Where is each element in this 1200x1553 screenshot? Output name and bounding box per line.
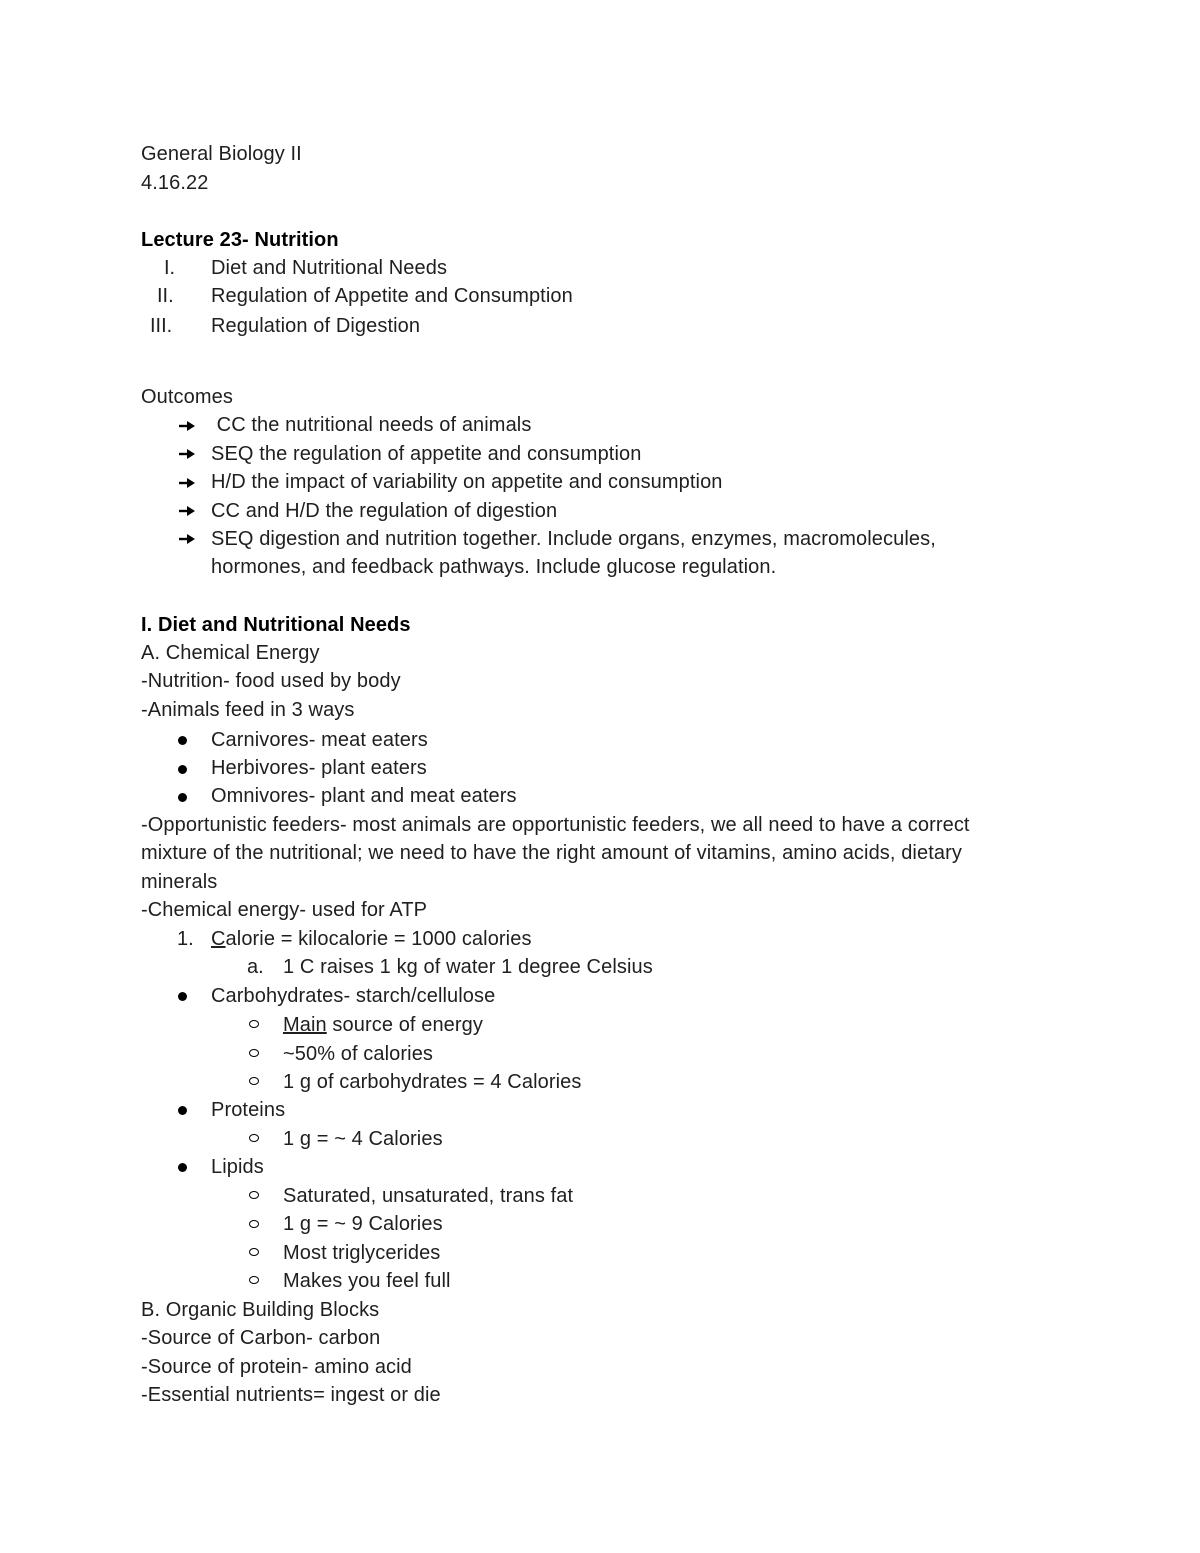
arrow-icon — [178, 533, 196, 545]
bullet-item: Proteins — [211, 1099, 286, 1121]
outcome-item: CC and H/D the regulation of digestion — [211, 500, 558, 522]
sub-item: Makes you feel full — [283, 1270, 451, 1292]
calorie-definition — [211, 925, 532, 953]
subsection-b-heading: B. Organic Building Blocks — [141, 1299, 380, 1321]
note-line: -Animals feed in 3 ways — [141, 699, 355, 721]
sub-item: 1 C raises 1 kg of water 1 degree Celsius — [283, 956, 653, 978]
note-line: minerals — [141, 871, 218, 893]
section-heading: I. Diet and Nutritional Needs — [141, 614, 411, 636]
outline-item: Diet and Nutritional Needs — [211, 257, 448, 279]
calorie-underlined-letter: C — [211, 928, 226, 950]
bullet-icon — [178, 1106, 187, 1115]
hollow-bullet-icon — [249, 1220, 259, 1228]
list-letter: a. — [247, 956, 264, 978]
note-line: -Source of Carbon- carbon — [141, 1327, 381, 1349]
sub-item: Saturated, unsaturated, trans fat — [283, 1185, 574, 1207]
note-line: mixture of the nutritional; we need to have the right amount of vitamins, amino acids, dietary — [141, 842, 962, 864]
outline-number: II. — [157, 285, 174, 307]
note-line: -Nutrition- food used by body — [141, 670, 401, 692]
course-title: General Biology II — [141, 143, 302, 165]
bullet-icon — [178, 765, 187, 774]
hollow-bullet-icon — [249, 1020, 259, 1028]
note-line: -Chemical energy- used for ATP — [141, 899, 428, 921]
bullet-item: Carnivores- meat eaters — [211, 729, 428, 751]
outcome-item-continued: hormones, and feedback pathways. Include glucose regulation. — [211, 556, 777, 578]
bullet-icon — [178, 793, 187, 802]
list-number: 1. — [177, 928, 194, 950]
sub-item — [283, 1011, 483, 1039]
bullet-item: Omnivores- plant and meat eaters — [211, 785, 517, 807]
arrow-icon — [178, 505, 196, 517]
calorie-text: alorie = kilocalorie = 1000 calories — [225, 928, 532, 950]
sub-item: 1 g = ~ 9 Calories — [283, 1213, 443, 1235]
outline-item: Regulation of Digestion — [211, 315, 421, 337]
note-line: -Essential nutrients= ingest or die — [141, 1384, 441, 1406]
subsection-a-heading: A. Chemical Energy — [141, 642, 320, 664]
main-rest: source of energy — [326, 1014, 483, 1036]
note-line: -Source of protein- amino acid — [141, 1356, 412, 1378]
hollow-bullet-icon — [249, 1134, 259, 1142]
arrow-icon — [178, 477, 196, 489]
sub-item: Most triglycerides — [283, 1242, 441, 1264]
outcome-item: SEQ the regulation of appetite and consumption — [211, 443, 642, 465]
outline-number: I. — [164, 257, 176, 279]
hollow-bullet-icon — [249, 1049, 259, 1057]
outline-number: III. — [150, 315, 173, 337]
hollow-bullet-icon — [249, 1248, 259, 1256]
bullet-item: Lipids — [211, 1156, 264, 1178]
sub-item: ~50% of calories — [283, 1043, 434, 1065]
hollow-bullet-icon — [249, 1276, 259, 1284]
lecture-title: Lecture 23- Nutrition — [141, 229, 339, 251]
hollow-bullet-icon — [249, 1077, 259, 1085]
arrow-icon — [178, 420, 196, 432]
bullet-icon — [178, 1163, 187, 1172]
sub-item: 1 g of carbohydrates = 4 Calories — [283, 1071, 582, 1093]
hollow-bullet-icon — [249, 1191, 259, 1199]
note-line: -Opportunistic feeders- most animals are opportunistic feeders, we all need to have a correct — [141, 814, 970, 836]
sub-item: 1 g = ~ 4 Calories — [283, 1128, 443, 1150]
date: 4.16.22 — [141, 172, 209, 194]
bullet-icon — [178, 736, 187, 745]
arrow-icon — [178, 448, 196, 460]
outcome-item: SEQ digestion and nutrition together. Include organs, enzymes, macromolecules, — [211, 528, 936, 550]
bullet-item: Carbohydrates- starch/cellulose — [211, 985, 496, 1007]
outline-item: Regulation of Appetite and Consumption — [211, 285, 573, 307]
outcome-item: H/D the impact of variability on appetite and consumption — [211, 471, 723, 493]
bullet-icon — [178, 992, 187, 1001]
bullet-item: Herbivores- plant eaters — [211, 757, 427, 779]
outcome-item: CC the nutritional needs of animals — [211, 414, 532, 436]
outcomes-heading: Outcomes — [141, 386, 233, 408]
main-underlined: Main — [283, 1014, 327, 1036]
